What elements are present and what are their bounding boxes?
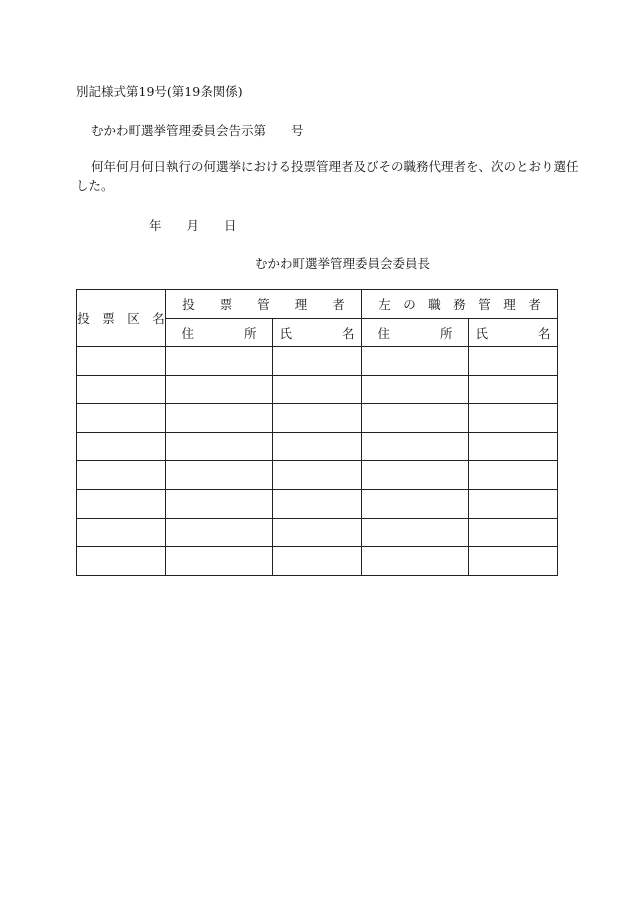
manager-address-cell	[166, 347, 273, 376]
district-cell	[77, 547, 166, 576]
form-number: 別記様式第19号(第19条関係)	[76, 84, 243, 99]
manager-name-cell	[273, 547, 362, 576]
deputy-name-cell	[469, 347, 558, 376]
deputy-name-cell	[469, 404, 558, 433]
manager-address-cell	[166, 547, 273, 576]
deputy-address-cell	[362, 404, 469, 433]
signer: むかわ町選挙管理委員会委員長	[255, 256, 431, 271]
deputy-name-cell	[469, 547, 558, 576]
manager-address-cell	[166, 489, 273, 518]
deputy-name-cell	[469, 461, 558, 490]
manager-name-cell	[273, 461, 362, 490]
district-cell	[77, 347, 166, 376]
notice-body-line-2: した。	[76, 178, 114, 193]
deputy-name-cell	[469, 489, 558, 518]
manager-name-cell	[273, 489, 362, 518]
deputy-address-cell	[362, 547, 469, 576]
deputy-address-header: 住 所	[362, 319, 469, 347]
manager-address-header: 住 所	[166, 319, 273, 347]
table-row	[77, 375, 558, 404]
deputy-address-cell	[362, 489, 469, 518]
district-cell	[77, 518, 166, 547]
deputy-address-cell	[362, 375, 469, 404]
manager-address-cell	[166, 375, 273, 404]
deputy-header: 左 の 職 務 管 理 者	[362, 290, 558, 319]
table-row	[77, 347, 558, 376]
table-row	[77, 489, 558, 518]
deputy-address-cell	[362, 518, 469, 547]
deputy-name-header: 氏 名	[469, 319, 558, 347]
manager-name-cell	[273, 375, 362, 404]
manager-name-cell	[273, 404, 362, 433]
table-row	[77, 404, 558, 433]
appointment-table	[76, 289, 558, 576]
manager-address-cell	[166, 432, 273, 461]
deputy-name-cell	[469, 432, 558, 461]
deputy-address-cell	[362, 432, 469, 461]
manager-address-cell	[166, 404, 273, 433]
table-row	[77, 432, 558, 461]
district-cell	[77, 404, 166, 433]
deputy-name-cell	[469, 518, 558, 547]
table-header-row	[77, 290, 558, 319]
manager-name-cell	[273, 347, 362, 376]
manager-address-cell	[166, 518, 273, 547]
manager-address-cell	[166, 461, 273, 490]
district-cell	[77, 375, 166, 404]
district-header: 投 票 区 名	[77, 290, 166, 347]
deputy-address-cell	[362, 461, 469, 490]
table-row	[77, 461, 558, 490]
notice-body-line-1: 何年何月何日執行の何選挙における投票管理者及びその職務代理者を、次のとおり選任	[91, 159, 579, 174]
manager-name-cell	[273, 432, 362, 461]
notice-title: むかわ町選挙管理委員会告示第 号	[91, 123, 304, 138]
deputy-name-cell	[469, 375, 558, 404]
manager-name-cell	[273, 518, 362, 547]
district-cell	[77, 432, 166, 461]
district-cell	[77, 489, 166, 518]
table-row	[77, 547, 558, 576]
date-line: 年 月 日	[149, 218, 237, 233]
table-row	[77, 518, 558, 547]
manager-name-header: 氏 名	[273, 319, 362, 347]
deputy-address-cell	[362, 347, 469, 376]
manager-header: 投 票 管 理 者	[166, 290, 362, 319]
district-cell	[77, 461, 166, 490]
